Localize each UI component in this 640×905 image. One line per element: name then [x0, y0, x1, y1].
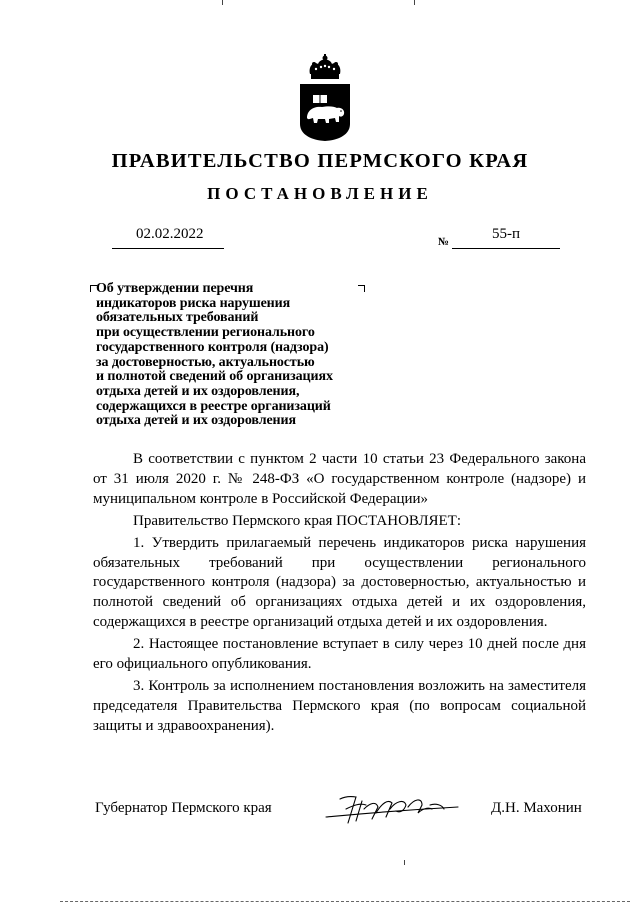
document-date: 02.02.2022 — [136, 226, 204, 242]
scan-mark — [414, 0, 415, 5]
signatory-name: Д.Н. Махонин — [491, 800, 582, 816]
number-underline — [452, 248, 560, 249]
body-paragraph: Правительство Пермского края ПОСТАНОВЛЯЕТ: — [133, 512, 462, 529]
body-paragraph: 2. Настоящее постановление вступает в силу через 10 дней после дня его официального опубликования. — [93, 636, 586, 673]
handwritten-signature-icon — [318, 787, 468, 827]
number-sign: № — [438, 236, 450, 248]
scan-mark — [222, 0, 223, 5]
body-paragraph: В соответствии с пунктом 2 части 10 статьи 23 Федерального закона от 31 июля 2020 г. № 248-ФЗ «О государственном контроле (надзоре) и муниципальном контроле в Российской Федерации» — [93, 451, 586, 507]
perm-krai-coat-of-arms-icon — [296, 52, 354, 142]
document-body — [93, 450, 586, 737]
signatory-title: Губернатор Пермского края — [95, 800, 272, 816]
subject-corner-right — [358, 285, 365, 292]
scan-mark — [404, 860, 405, 865]
document-type: ПОСТАНОВЛЕНИЕ — [207, 184, 433, 203]
document-subject: Об утверждении перечня индикаторов риска нарушения обязательных требований при осуществлении регионального государственного контроля (надзора) за достоверностью, актуальностью и полнотой сведений об организациях отдыха детей и их оздоровления, содержащихся в реестре организаций отдыха детей и их оздоровления — [96, 281, 333, 429]
organization-title: ПРАВИТЕЛЬСТВО ПЕРМСКОГО КРАЯ — [111, 150, 529, 172]
body-paragraph: 1. Утвердить прилагаемый перечень индикаторов риска нарушения обязательных требований при осуществлении регионального государственного контроля (надзора) за достоверностью, актуальностью и полнотой сведений об организациях отдыха детей и их оздоровления, содержащихся в реестре организаций отдыха детей и их оздоровления. — [93, 534, 586, 631]
date-underline — [112, 248, 224, 249]
page-edge — [60, 901, 630, 902]
document-number: 55-п — [492, 226, 521, 242]
body-paragraph: 3. Контроль за исполнением постановления возложить на заместителя председателя Правительства Пермского края (по вопросам социальной защиты и здравоохранения). — [93, 677, 586, 734]
